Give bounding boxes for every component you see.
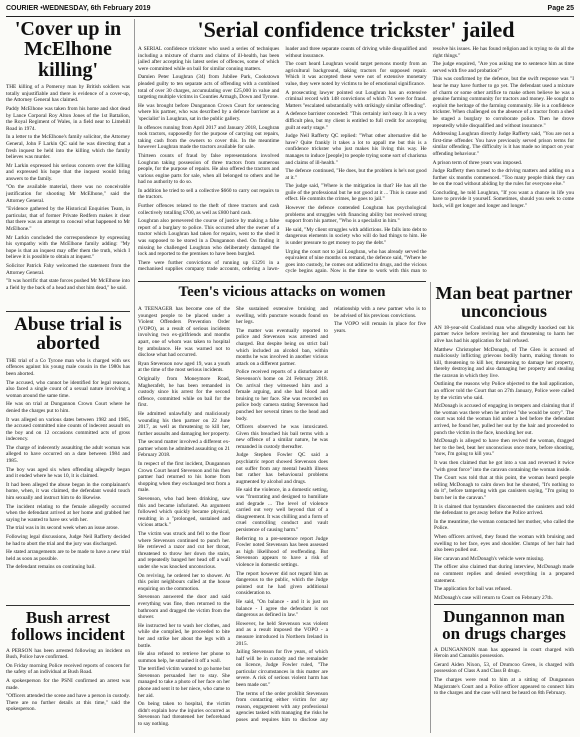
- story-paragraph: He admitted unlawfully and maliciously wounding his then partner on 22 June 2017, as well as threatening to kill her, further assaults and damaging her property.: [138, 410, 230, 437]
- headline-bush-arrest: Bush arrest follows incident: [11, 609, 125, 645]
- divider: [6, 311, 130, 312]
- story-paragraph: He was on trial at Dungannon Crown Court where he denied the charges put to him.: [6, 401, 130, 414]
- story-paragraph: Damien Peter Loughran (34) from Jubilee Park, Cookstown pleaded guilty to ten separate acts of offending with a combined total of over 30 charges, accumulating over £25,000 in value and targeting multiple victims in Counties Armagh, Down and Tyrone.: [138, 74, 280, 101]
- story-paragraph: Mr Larkin expressed his serious concern over the killing and expressed his hope that the inquest would bring answers to the family.: [6, 162, 130, 182]
- story-paragraph: McDonagh is alleged to have then revived the woman, dragged her to the bed, beat her unconscious once more, before shouting, "now, I'm going to kill you.": [434, 438, 574, 458]
- column-rule: [134, 19, 135, 733]
- story-paragraph: Officers observed he was intoxicated. Given this breached his bail terms with a new offence of a similar nature, he was remanded in custody thereafter.: [236, 424, 328, 450]
- story-paragraph: He said, "On balance - and it is just on balance - I agree the defendant is not dangerous as defined in law.": [236, 598, 328, 619]
- story-paragraph: The terms of the order prohibit Stevenson from contacting either victim for any reason, engagement with any professional agencies tasked with managing the risks he poses and requires him to disclose any relationship with a new partner who is to be advised of his previous convictions.: [236, 306, 426, 724]
- story-paragraph: He said, "My client struggles with addictions. He falls into debt to dangerous elements in society who will do bad things to him. He is under pressure to get money to pay the debt.": [285, 226, 427, 247]
- divider: [6, 605, 130, 606]
- story-paragraph: He stated arrangements are to be made to have a new trial held as soon as possible.: [6, 549, 130, 562]
- story-paragraph: "It was horrific that state forces pushed Mr McElhone into a field by the back of a head and shot him dead," he said.: [6, 278, 130, 291]
- story-paragraph: A defence barrister conceded: "This certainly isn't easy. It is a very difficult plea, but my client is entitled to full credit for accepting guilt at early stage.": [285, 111, 427, 131]
- story-paragraph: The accused, who cannot be identified for legal reasons, also faced a single count of a sexual nature involving a woman around the same time.: [6, 379, 130, 399]
- story-paragraph: The trial was in its second week when an issue arose.: [6, 525, 119, 532]
- story-paragraph: It had been alleged the abuse began in the complainant's home, when, it was claimed, the defendant would touch him sexually and instruct him to do likewise.: [6, 481, 130, 502]
- story-paragraph: THE trial of a Co Tyrone man who is charged with sex offences against his young male cousin in the 1980s has been aborted.: [6, 357, 130, 377]
- story-body: [6, 358, 130, 571]
- story-paragraph: Matthew Christopher McDonagh, of The Glen is accused of maliciously inflicting grievous bodily harm, making threats to kill, threatening to kill her, threatening to damage her property, thereby destroying and also damaging her property and stealing the caravan in which they live.: [434, 346, 574, 379]
- story-paragraph: Stevenson answered the door and said everything was fine, then returned to the bathroom and dragged the victim from the shower.: [138, 594, 230, 621]
- story-paragraph: The Court was told that at this point, the woman heard people telling McDonagh to calm down but he shouted, "It's nothing to do it", before tampering with gas canisters saying, "I'm going to burn her in the caravan.": [434, 475, 574, 501]
- page-header: [6, 2, 574, 17]
- divider: [434, 604, 574, 605]
- story-paragraph: Gerard Aiden Nixon, 53, of Drumcoo Green, is charged with possession of Class A and Class B drugs.: [434, 661, 574, 675]
- story-paragraph: The application for bail was refused.: [434, 586, 512, 593]
- divider: [138, 281, 426, 282]
- story-paragraph: McDonagh's case will return to Court on February 27th.: [434, 594, 553, 600]
- story-paragraph: Judge Neil Rafferty QC replied: "What other alternative did he have? Quite frankly it takes a lot to appall me but this is a confidence trickster who just makes his living this way. He manages to induce [people] to people trying some sort of charisma and claims of ill-health.": [285, 133, 427, 166]
- story-paragraph: Concluding, he told Loughran, "If you want a chance in life you have to provide it yourself. Sometimes, should you seek to come back, will get longer and longer and longer.": [432, 189, 574, 210]
- story-paragraph: On being taken to hospital, the victim didn't explain how the injuries occurred as Stevenson had threatened her beforehand to say nothing.: [138, 701, 230, 728]
- story-body: [6, 648, 130, 713]
- story-bush-arrest: [6, 609, 130, 733]
- story-paragraph: Urging the court not to jail Loughran, who has already served the equivalent of nine months on remand, the defence said, "Where he goes into custody, he comes out addicted to drugs, and the vicious cycle begins again. Now is the time to work with this man to resolve his issues. He has found religion and is trying to do all the right things.": [285, 46, 574, 275]
- story-paragraph: A SERIAL confidence trickster who used a series of techniques including a mixture of charm and claims of ill-health, has been jailed after accepting his latest series of offences, some of which were committed while on bail for similar conning matters.: [138, 46, 280, 72]
- story-paragraph: It was then claimed that he got into a van and reversed it twice "with great force" into the caravan containing the woman inside.: [434, 460, 574, 473]
- story-paragraph: Referring to a pre-sentence report Judge Fowler noted Stevenson has been assessed as high likelihood of reoffending. But Stevenson appears to have a risk of violence in domestic settings.: [236, 535, 328, 568]
- story-paragraph: The report however did not regard him as dangerous to the public, which the Judge pointed out he had given additional consideration to.: [236, 570, 328, 597]
- story-paragraph: He said the violence, in a domestic setting, was "frustrating and designed to humiliate and degrade ... The level of violence carried out very well beyond that of a disagreement. It was chilling and a form of cruel controlling conduct and vault persistence of causing harm.": [236, 487, 328, 533]
- story-paragraph: In the meantime, the woman contacted her mother, who called the Police.: [434, 518, 574, 532]
- story-paragraph: However, he held Stevenson was violent and as a result imposed the VOPO - a measure introduced in Northern Ireland in 2015.: [236, 620, 328, 647]
- story-body: [6, 84, 130, 291]
- story-paragraph: A spokesperson for the PSNI confirmed an arrest was made.: [6, 678, 130, 691]
- story-paragraph: Following legal discussions, Judge Neil Rafferty decided he had to abort the trial and the jury was discharged.: [6, 534, 130, 547]
- story-paragraph: When officers arrived, they found the woman with bruising and swelling to her face, eyes and shoulder. Clumps of her hair had also been pulled out.: [434, 533, 574, 554]
- story-paragraph: Addressing Loughran directly Judge Rafferty said, "You are not a first-time offender. You have previously served prison terms for similar offending. The difficulty is it has made no impact on your offending behaviour.": [432, 131, 574, 157]
- story-abuse-trial: [6, 315, 130, 603]
- story-paragraph: AN 18-year-old Coalisland man who allegedly knocked out his partner twice before reviving her and threatening to harm her alive has had his application for bail refused.: [434, 324, 574, 344]
- story-paragraph: Paddy McElhone was taken from his home and shot dead by Lance Corporal Roy Alton Jones of the 1st Battalion, the Royal Regiment of Wales, in a field near to Limehill Road in 1974.: [6, 105, 130, 132]
- story-paragraph: Jailing Stevenson for five years, of which half will be in custody and the remainder on licence, Judge Fowler ruled, "The particular circumstances in this matter are severe. A risk of serious violent harm has been made out.": [236, 649, 328, 689]
- story-paragraph: The court heard Loughran would target persons mostly from an agricultural background, taking tractors for supposed repair. Which it was accepted these were not of extensive monetary value, they were noted by victims to be of emotional significance.: [285, 61, 427, 87]
- story-paragraph: Stevenson, who had been drinking, saw this and became infuriated. An argument followed which quickly became physical, resulting in a "prolonged, sustained and vicious attack.": [138, 496, 230, 529]
- story-paragraph: On Friday morning Police received reports of concern for the safety of an individual at Bush Road.: [6, 662, 130, 676]
- story-paragraph: Police received reports of a disturbance at Stevenson's home on 24 February 2018. On arrival they witnessed him and a female arguing, and she had blood and bruising to her face. She was recorded on police body camera stating Stevenson had punched her several times to the head and body.: [236, 369, 328, 422]
- story-paragraph: In addition he tried to sell a collective $660 to carry out repairs to the tractors.: [138, 187, 280, 201]
- story-paragraph: Loughran also persevered the course of justice by making a false report of a burglary to police. This occurred after the owner of a tractor which Loughran had taken for repairs, went to the shed it was supposed to be stored in a Dungannon shed. On finding it missing he challenged Loughran who deliberately damaged the lock and reported to the premises to have been burgled.: [138, 218, 280, 258]
- story-cover-up: [6, 19, 130, 309]
- story-body: [434, 647, 574, 697]
- story-paragraph: He also refused to retrieve her phone to summon help, he smashed it off a wall.: [138, 651, 230, 664]
- story-paragraph: Originally from Moneymore Road, Magherafelt, he has been remanded in custody since his arrest for the second offence, committed while on bail for the first.: [138, 375, 230, 409]
- story-dungannon-drugs: [434, 608, 574, 733]
- story-body: [138, 46, 574, 278]
- story-paragraph: The judge said, "Where is the mitigation in that? He has all the guile of the professional but he not good at it ... This is cause and effect. He commits the crimes, he goes to jail.": [285, 183, 427, 203]
- story-paragraph: A TEENAGER has become one of the youngest people to be placed under a Violent Offenders Prevention Order (VOPO), as a result of serious incidents involving two ex-girlfriends and months apart, one of whom was taken to hospital by ambulance. He was warned not to disclose what had occurred.: [138, 306, 230, 359]
- story-paragraph: Outlining the reasons why Police objected to the bail application, an officer told the Court that on 27th January, Police were called by the victim who said.: [434, 381, 574, 401]
- column-rule: [430, 282, 431, 733]
- headline-cover-up: 'Cover up in McElhone killing': [14, 19, 122, 81]
- story-paragraph: There were further convictions of running up £1291 in a mechanised supplies company trade accounts, ordering a lawn-loader and three separate counts of driving while disqualified and without insurance.: [138, 46, 427, 273]
- story-paragraph: Judge Rafferty then turned to the driving matters and adding on a further six months commenced. "Too many people think they can be on the road without abiding by the rules for everyone else.": [432, 168, 574, 188]
- headline-dungannon-drugs: Dungannon man on drugs charges: [442, 608, 566, 644]
- story-paragraph: However the defence contended Loughran has psychological problems and struggles with financing ability but received strong support from his partner, "Who is a specialist in him.": [285, 205, 427, 225]
- header-page-number: Page 25: [547, 5, 574, 12]
- story-paragraph: A PERSON has been arrested following an incident on Bush, Police have confirmed.: [6, 647, 130, 661]
- story-paragraph: A prison term of three years was imposed.: [432, 159, 523, 166]
- headline-teen-attacks: Teen's vicious attacks on women: [178, 284, 386, 300]
- story-man-beat-partner: [434, 284, 574, 600]
- story-paragraph: Mr Larkin concluded the correspondence by expressing his sympathy with the McElhone family adding: "My hope is that an inquest may offer them the truth, which I believe it is possible to obtain at inquest.": [6, 234, 130, 261]
- story-paragraph: He was brought before Dungannon Crown Court for sentencing where his partner, who was described by a defence barrister as a 'specialist' in Loughran, sat in the public gallery.: [138, 102, 280, 122]
- headline-abuse-trial: Abuse trial is aborted: [14, 315, 122, 355]
- story-paragraph: Solicitor Patrick Fahy welcomed the statement from the Attorney General.: [6, 263, 130, 276]
- story-paragraph: McDonagh is accused of engaging in tempers and claiming that if the woman was there when he arrived "she would be sorry". The court was told the woman hid under a bed before the defendant arrived, he found her, pulled her out by the hair and proceeded to punch the victim in the face, knocking her out.: [434, 403, 574, 436]
- story-paragraph: Ryan Stevenson now aged 19, was a youth at the time of the most serious incidents.: [138, 360, 230, 374]
- story-paragraph: The judge enquired, "Are you asking me to sentence him as time served with five and probation?": [432, 61, 574, 74]
- header-publication-date: COURIER •WEDNESDAY, 6th February 2019: [6, 5, 151, 12]
- story-paragraph: The charges were read to him at a sitting of Dungannon Magistrate's Court and a Police officer appeared to connect him to the charges and the case will next be heard on 8th February.: [434, 677, 574, 697]
- story-paragraph: In offences running from April 2017 and January 2018, Loughran took tractors, supposedly for the purpose of carrying out repairs, taking cash from the owners to cover this. In the meantime however Loughran made the tractors available for sale.: [138, 124, 280, 151]
- story-paragraph: "Officers attended the scene and have a person in custody. There are no further details at this time," said the spokesperson.: [6, 693, 130, 713]
- story-paragraph: A DUNGANNON man has appeared in court charged with Heroin and Cannabis possession.: [434, 646, 574, 660]
- story-teen-attacks: [138, 306, 426, 733]
- story-paragraph: "Evidence gathered by the Historical Enquiries Team, in particular, that of former Private Redfern makes it clear that there was an attempt to conceal what happened to Mr McElhone.": [6, 206, 130, 233]
- story-paragraph: The charge of indecently assaulting the adult woman was alleged to have occurred on a date between 1984 and 1985.: [6, 444, 130, 465]
- story-paragraph: Thirteen counts of fraud by false representations involved Loughran taking possession of three tractors from numerous people, for the purpose of repairs. He also offered the tractors and various engine parts for sale, when all belonged to others and he had no authority to do so.: [138, 152, 280, 186]
- story-paragraph: Further offences related to the theft of three tractors and cash collectively totalling £700, as well as £800 hard cash.: [138, 203, 280, 216]
- story-paragraph: The second matter involved a different ex-partner whom he admitted assaulting on 21 February 2018.: [138, 439, 230, 459]
- story-paragraph: The incident relating to the female allegedly occurred when the defendant arrived at her home and grabbed her saying he wanted to have sex with her.: [6, 503, 130, 523]
- story-paragraph: It is claimed that bystanders disconnected the canisters and told the defendant to get away before the Police arrived.: [434, 503, 574, 517]
- story-paragraph: A prosecuting lawyer pointed out Loughran has an extensive criminal record with 148 convictions of which 74 were for fraud. Matters "escalated substantially with strikingly similar offending".: [285, 89, 427, 109]
- story-paragraph: The officer also claimed that during interview, McDonagh made no comment replies and denied everything in a prepared statement.: [434, 564, 574, 584]
- headline-confidence-trickster: 'Serial confidence trickster' jailed: [197, 17, 515, 42]
- story-paragraph: THE killing of a Pomeroy man by British soldiers was totally unjustifiable and there is evidence of a cover-up, the Attorney General has claimed.: [6, 84, 130, 104]
- story-paragraph: Judge Stephen Fowler QC said a psychiatric report showed Stevenson does not suffer from any mental health illness but rather has behavioural problems augmented by alcohol and drugs.: [236, 452, 328, 485]
- story-body: [434, 325, 574, 600]
- story-paragraph: The terrified victim wanted to go home but Stevenson persuaded her to stay. She managed to take a photo of her face on her phone and sent it to her niece, who came to her aid.: [138, 666, 230, 699]
- story-paragraph: He instructed her to wash her clothes, and while she complied, he proceeded to bite her and strike her about the legs with a bottle.: [138, 622, 230, 649]
- story-paragraph: The defence continued, "He does, but the problem is he's not good at it.": [285, 168, 427, 181]
- story-paragraph: She sustained extensive bruising and swelling, with puncture wounds found on her legs.: [236, 306, 328, 326]
- story-paragraph: The VOPO will remain in place for five years.: [334, 321, 426, 334]
- story-paragraph: This was confirmed by the defence, but the swift response was "I hear he may have further to go yet. The defendant used a mixture of charm or some other artifice to make others believe he was a genuine farming community for tractors and money. He sought to exploit the heritage of the farming community. He is a confidence trickster. When challenged on the absence of a tractor from a shed he staged a burglary to corroborate police. Then he drove repeatedly while disqualified and without insurance.": [432, 76, 574, 129]
- story-paragraph: The boy was aged six when offending allegedly began and it ended where he was 10, it is claimed.: [6, 466, 130, 480]
- story-paragraph: The defendant remains on continuing bail.: [6, 564, 96, 571]
- story-paragraph: In respect of the first incident, Dungannon Crown Court heard Stevenson and his then partner had returned to his home from shopping when they exchanged text from a male.: [138, 461, 230, 494]
- story-confidence-trickster: [138, 46, 574, 278]
- story-body: [138, 306, 426, 733]
- story-paragraph: "On the available material, there was no conceivable justification for shooting Mr McElhone," said the Attorney General.: [6, 184, 130, 204]
- story-paragraph: The victim was struck and fell to the floor where Stevenson continued to punch her. He retrieved a razor and cut her throat, threatened to throw her down the stairs, and repeatedly banged her head off a wall under she was knocked unconscious.: [138, 531, 230, 570]
- story-paragraph: The matter was eventually reported to police and Stevenson was arrested and charged. But despite being on strict bail which included an alcohol ban, within months he was involved in another vicious attack on a different partner.: [236, 327, 328, 367]
- story-paragraph: On reviving, he ordered her to shower. At this point neighbours called at the house enquiring on the commotion.: [138, 572, 230, 592]
- story-paragraph: Her caravan and McDonagh's vehicle were missing.: [434, 555, 545, 562]
- story-paragraph: It was alleged on various dates between 1982 and 1985, the accused committed nine counts of indecent assault on the boy and on 12 occasions committed acts of gross indecency.: [6, 416, 130, 443]
- headline-man-beat-partner: Man beat partner unconcious: [435, 284, 573, 322]
- story-paragraph: In a letter to the McElhone's family solicitor, the Attorney General, John F Larkin QC said he was directing that a fresh inquest be held into the killing which the family believes was murder.: [6, 134, 130, 161]
